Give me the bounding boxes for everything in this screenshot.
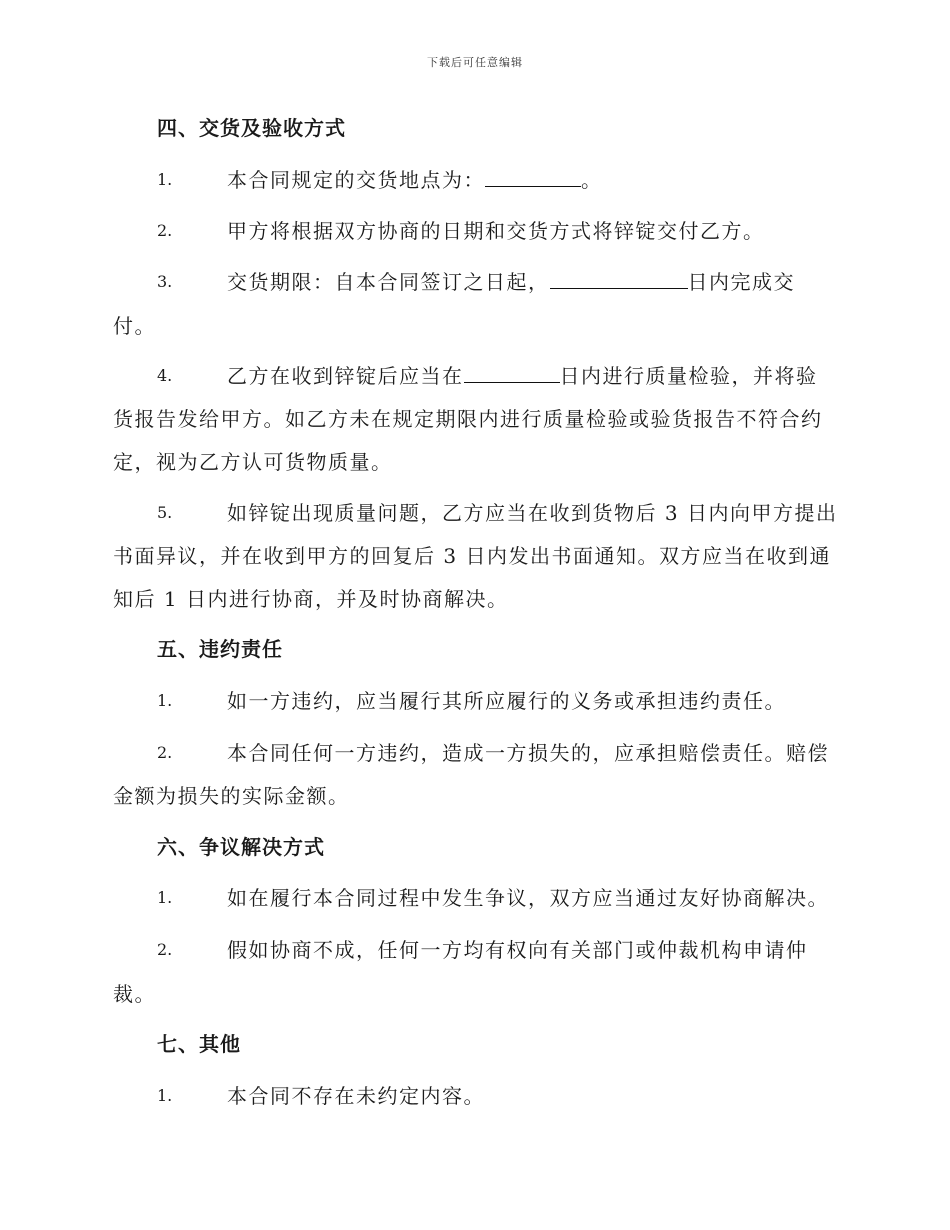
clause-6-2: 假如协商不成，任何一方均有权向有关部门或仲裁机构申请仲 (227, 938, 808, 962)
clause-text: 交货期限：自本合同签订之日起， (227, 270, 550, 294)
clause-5-1: 如一方违约，应当履行其所应履行的义务或承担违约责任。 (227, 689, 786, 713)
item-number: 1. (157, 691, 173, 710)
clause-6-1: 如在履行本合同过程中发生争议，双方应当通过友好协商解决。 (227, 886, 829, 910)
blank-delivery-location[interactable] (485, 166, 581, 187)
item-number: 3. (157, 272, 173, 291)
clause-4-5: 如锌锭出现质量问题，乙方应当在收到货物后 3 日内向甲方提出 (227, 501, 838, 525)
clause-4-2: 甲方将根据双方协商的日期和交货方式将锌锭交付乙方。 (227, 219, 765, 243)
page-header-note: 下载后可任意编辑 (427, 56, 523, 69)
clause-6-2-cont: 裁。 (113, 982, 156, 1006)
item-number: 1. (157, 1086, 173, 1105)
clause-7-1: 本合同不存在未约定内容。 (227, 1084, 485, 1108)
item-number: 2. (157, 743, 173, 762)
clause-4-3-cont: 付。 (113, 314, 156, 338)
clause-4-4 (227, 362, 818, 390)
blank-inspection-days[interactable] (464, 362, 560, 383)
item-number: 4. (157, 366, 173, 385)
clause-4-5-cont1: 书面异议，并在收到甲方的回复后 3 日内发出书面通知。双方应当在收到通 (113, 544, 831, 568)
section-heading-4: 四、交货及验收方式 (157, 116, 346, 140)
clause-text: 。 (581, 168, 603, 192)
item-number: 2. (157, 940, 173, 959)
clause-4-1 (227, 166, 603, 194)
clause-4-4-cont2: 定，视为乙方认可货物质量。 (113, 450, 393, 474)
section-heading-6: 六、争议解决方式 (157, 835, 325, 859)
section-heading-7: 七、其他 (157, 1032, 241, 1056)
item-number: 5. (157, 503, 173, 522)
clause-4-5-cont2: 知后 1 日内进行协商，并及时协商解决。 (113, 587, 509, 611)
blank-delivery-days[interactable] (550, 268, 688, 289)
item-number: 1. (157, 170, 173, 189)
clause-text: 乙方在收到锌锭后应当在 (227, 364, 464, 388)
clause-4-4-cont1: 货报告发给甲方。如乙方未在规定期限内进行质量检验或验货报告不符合约 (113, 407, 823, 431)
clause-text: 日内进行质量检验，并将验 (559, 364, 818, 388)
section-heading-5: 五、违约责任 (157, 637, 283, 661)
clause-text: 日内完成交 (687, 270, 795, 294)
item-number: 1. (157, 888, 173, 907)
clause-5-2-cont: 金额为损失的实际金额。 (113, 784, 350, 808)
clause-text: 本合同规定的交货地点为： (227, 168, 485, 192)
clause-4-3 (227, 268, 795, 296)
item-number: 2. (157, 221, 173, 240)
clause-5-2: 本合同任何一方违约，造成一方损失的，应承担赔偿责任。赔偿 (227, 741, 829, 765)
